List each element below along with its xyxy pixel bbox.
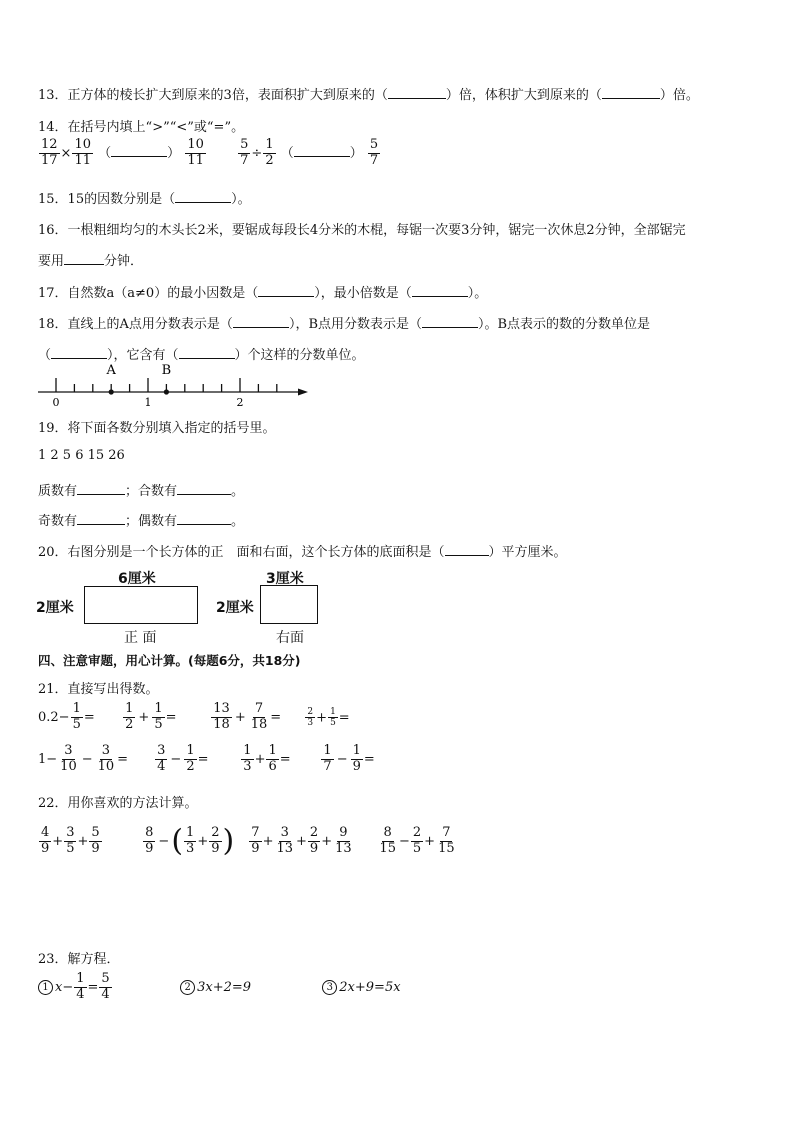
answer-blank[interactable] bbox=[388, 86, 446, 99]
question-14: 14．在括号内填上“>”“<”或“=”。 bbox=[38, 120, 245, 135]
answer-blank[interactable] bbox=[445, 543, 489, 556]
answer-blank[interactable] bbox=[77, 512, 125, 525]
point-dot bbox=[164, 389, 169, 394]
q21-row-2: 1− $\frac{3}{10}$ − $\frac{3}{10}$ = $\frac{3}{4}$ − $\frac{1}{2}$ = $\frac{1}{3}$ + $\frac{1}{6}$ = $\frac{1}{7}$ − $\frac{1}{9}$ = bbox=[38, 743, 375, 774]
front-bottom-label: 正 面 bbox=[124, 630, 157, 646]
answer-blank[interactable] bbox=[412, 284, 468, 297]
q13-text-a: 13．正方体的棱长扩大到原来的3倍，表面积扩大到原来的（ bbox=[38, 88, 388, 103]
axis-arrow bbox=[298, 389, 308, 396]
answer-blank[interactable] bbox=[294, 144, 350, 157]
point-dot bbox=[109, 389, 114, 394]
right-bottom-label: 右面 bbox=[276, 630, 304, 646]
q21-row-1: 0.2− $\frac{1}{5}$ = $\frac{1}{2}$ + $\frac{1}{5}$ = $\frac{13}{18}$ + $\frac{7}{18}$ = $\frac{2}{3}$ + $\frac{1}{5}$ = bbox=[38, 701, 350, 732]
number-line bbox=[34, 362, 314, 410]
question-16-cont: 要用 分钟． bbox=[38, 254, 144, 269]
question-20: 20．右图分别是一个长方体的正 面和右面，这个长方体的底面积是（ ）平方厘米。 bbox=[38, 545, 567, 560]
question-13 bbox=[38, 84, 699, 103]
q13-text-b: ）倍，体积扩大到原来的（ bbox=[445, 88, 602, 103]
q13-text-c: ）倍。 bbox=[659, 88, 699, 103]
answer-blank[interactable] bbox=[51, 346, 107, 359]
tick-label: 2 bbox=[236, 396, 244, 409]
answer-blank[interactable] bbox=[258, 284, 314, 297]
answer-blank[interactable] bbox=[233, 315, 289, 328]
answer-blank[interactable] bbox=[422, 315, 478, 328]
point-label: A bbox=[106, 363, 116, 378]
answer-blank[interactable] bbox=[64, 252, 104, 265]
question-17: 17．自然数a（a≠0）的最小因数是（ ），最小倍数是（ ）。 bbox=[38, 286, 488, 301]
question-23: 23．解方程． bbox=[38, 952, 120, 967]
question-18: 18．直线上的A点用分数表示是（ ），B点用分数表示是（ ）。B点表示的数的分数单位是 bbox=[38, 317, 651, 332]
tick-label: 0 bbox=[52, 396, 60, 409]
q22-expressions: $\frac{4}{9}$ + $\frac{3}{5}$ + $\frac{5}{9}$ $\frac{8}{9}$ −( $\frac{1}{3}$ + $\frac{2}{9}$ ) $\frac{7}{9}$ + $\frac{3}{13}$ + $\frac{2}{9}$ + $\frac{9}{13}$ $\frac{8}{15}$ − $\frac{2}{5}$ + $\frac{7}{15}$ bbox=[41, 823, 455, 859]
right-left-label: 2厘米 bbox=[216, 600, 254, 616]
question-21: 21．直接写出得数。 bbox=[38, 682, 159, 697]
front-face-rect bbox=[84, 586, 198, 624]
q23-equations: 1 x− $\frac{1}{4}$ = $\frac{5}{4}$ 2 3x+2=9 3 2x+9=5x bbox=[38, 972, 442, 1003]
section-4-heading: 四、注意审题，用心计算。(每题6分，共18分) bbox=[38, 653, 301, 668]
answer-blank[interactable] bbox=[77, 482, 125, 495]
answer-blank[interactable] bbox=[175, 190, 231, 203]
tick-label: 1 bbox=[144, 396, 152, 409]
question-15: 15．15的因数分别是（ ）。 bbox=[38, 192, 251, 207]
front-top-label: 6厘米 bbox=[118, 571, 156, 587]
q14-expressions: $\frac{12}{17}$ × $\frac{10}{11}$ （ ） $\frac{10}{11}$ $\frac{5}{7}$ ÷ $\frac{1}{2}$ （ ） $\frac{5}{7}$ bbox=[41, 137, 379, 168]
q19-prime-composite: 质数有 ；合数有 。 bbox=[38, 484, 245, 499]
answer-blank[interactable] bbox=[602, 86, 660, 99]
right-top-label: 3厘米 bbox=[266, 571, 304, 587]
answer-blank[interactable] bbox=[111, 144, 167, 157]
question-22: 22．用你喜欢的方法计算。 bbox=[38, 796, 198, 811]
question-19: 19．将下面各数分别填入指定的括号里。 bbox=[38, 421, 276, 436]
q19-odd-even: 奇数有 ；偶数有 。 bbox=[38, 514, 245, 529]
question-16: 16．一根粗细均匀的木头长2米，要锯成每段长4分米的木棍，每锯一次要3分钟，锯完一次休息2分钟，全部锯完 bbox=[38, 223, 686, 238]
q19-numbers: 1 2 5 6 15 26 bbox=[38, 448, 125, 463]
question-18-cont: （ ），它含有（ ）个这样的分数单位。 bbox=[38, 348, 365, 363]
answer-blank[interactable] bbox=[177, 512, 231, 525]
answer-blank[interactable] bbox=[177, 482, 231, 495]
front-left-label: 2厘米 bbox=[36, 600, 74, 616]
answer-blank[interactable] bbox=[179, 346, 235, 359]
right-face-rect bbox=[260, 585, 318, 624]
point-label: B bbox=[161, 363, 172, 378]
